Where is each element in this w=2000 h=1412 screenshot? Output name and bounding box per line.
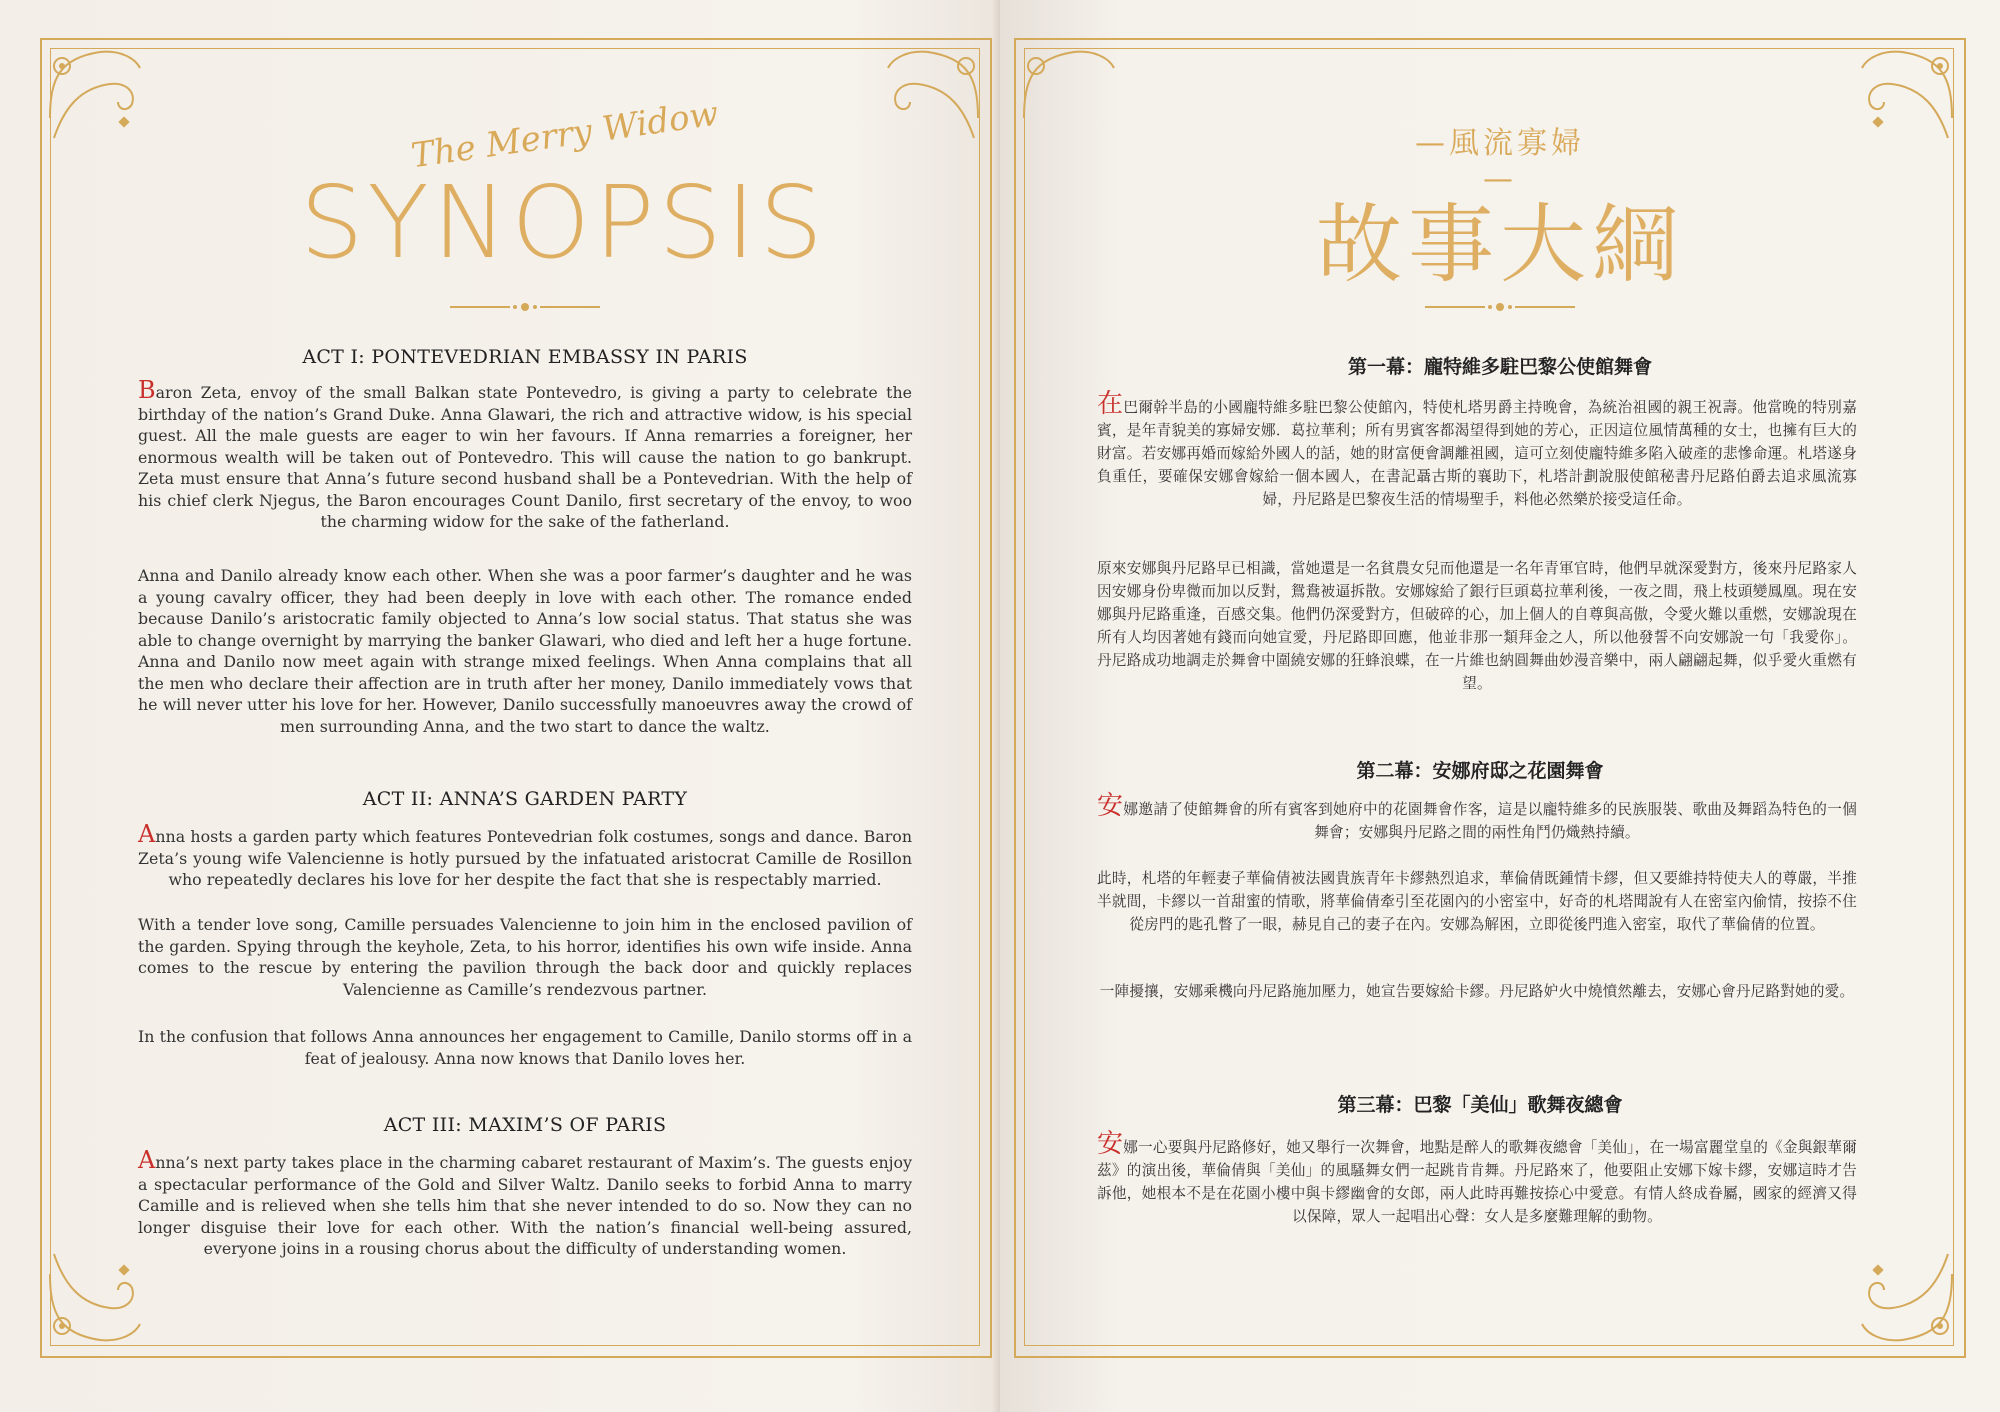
flourish-top-left-icon	[40, 38, 150, 148]
paragraph-text: nna’s next party takes place in the charming cabaret restaurant of Maxim’s. The guests enjoy a spectacular performance of the Gold and Silver Waltz. Danilo seeks to forbid Anna to marry Camille and is relieved when she tells him that she never intended to do so. Now they can no longer disguise their love for each other. With the nation’s financial well-being assured, everyone joins in a rousing chorus about the difficulty of understanding women.	[138, 1153, 912, 1258]
act-1-paragraph	[138, 565, 912, 737]
chinese-page-title: 故事大綱	[1316, 195, 1684, 295]
script-title: The Merry Widow	[408, 93, 721, 177]
act-1-heading: ACT I: PONTEVEDRIAN EMBASSY IN PARIS	[302, 346, 748, 368]
drop-cap: B	[138, 376, 156, 404]
paragraph-text: 娜一心要與丹尼路修好，她又舉行一次舞會，地點是醉人的歌舞夜總會「美仙」，在一場富麗堂皇的《金與銀華爾茲》的演出後，華倫倩與「美仙」的風騷舞女們一起跳肯肯舞。丹尼路來了，他要阻止安娜下嫁卡繆，安娜這時才告訴他，她根本不是在花園小樓中與卡繆幽會的女郎，兩人此時再難按捺心中愛意。有情人終成眷屬，國家的經濟又得以保障，眾人一起唱出心聲：女人是多麼難理解的動物。	[1097, 1139, 1857, 1225]
act-1-paragraph-zh	[1097, 389, 1857, 511]
act-2-heading-zh: 第二幕：安娜府邸之花園舞會	[1356, 760, 1604, 782]
act-2-paragraph	[138, 820, 912, 891]
paragraph-text: In the confusion that follows Anna announces her engagement to Camille, Danilo storms off in a feat of jealousy. Anna now knows that Danilo loves her.	[138, 1027, 912, 1068]
drop-cap: 在	[1097, 389, 1124, 419]
flourish-bottom-right-icon	[1852, 1244, 1962, 1354]
drop-cap: A	[138, 820, 156, 848]
drop-cap: 安	[1097, 1129, 1124, 1159]
paragraph-text: With a tender love song, Camille persuades Valencienne to join him in the enclosed pavilion of the garden. Spying through the keyhole, Zeta, to his horror, identifies his own wife inside. Anna comes to the rescue by entering the pavilion through the back door and quickly replaces Valencienne as Camille’s rendezvous partner.	[138, 915, 912, 999]
paragraph-text: nna hosts a garden party which features Pontevedrian folk costumes, songs and dance. Baron Zeta’s young wife Valencienne is hotly pursued by the infatuated aristocrat Camille de Rosillon who repeatedly declares his love for her despite the fact that she is respectably married.	[138, 827, 912, 889]
paragraph-text: 娜邀請了使館舞會的所有賓客到她府中的花園舞會作客，這是以龐特維多的民族服裝、歌曲及舞蹈為特色的一個舞會；安娜與丹尼路之間的兩性角鬥仍熾熱持續。	[1123, 801, 1857, 841]
title-divider-icon	[1425, 300, 1575, 314]
act-1-paragraph-zh	[1097, 557, 1857, 695]
act-3-heading: ACT III: MAXIM’S OF PARIS	[383, 1114, 667, 1136]
drop-cap: A	[138, 1146, 156, 1174]
paragraph-text: 此時，札塔的年輕妻子華倫倩被法國貴族青年卡繆熱烈追求，華倫倩既鍾情卡繆，但又要維持特使夫人的尊嚴，半推半就間，卡繆以一首甜蜜的情歌，將華倫倩牽引至花園內的小密室中，好奇的札塔聞說有人在密室內偷情，按捺不住從房門的匙孔瞥了一眼，赫見自己的妻子在內。安娜為解困，立即從後門進入密室，取代了華倫倩的位置。	[1097, 870, 1857, 933]
act-1-heading-zh: 第一幕：龐特維多駐巴黎公使館舞會	[1347, 356, 1652, 378]
act-2-paragraph-zh	[1097, 791, 1857, 844]
act-3-paragraph-zh	[1097, 1129, 1857, 1228]
chinese-subtitle: —風流寡婦—	[1415, 126, 1585, 197]
act-2-paragraph	[138, 1026, 912, 1069]
drop-cap: 安	[1097, 791, 1124, 821]
flourish-top-right-icon	[1852, 38, 1962, 148]
title-divider-icon	[450, 300, 600, 314]
act-3-paragraph	[138, 1146, 912, 1260]
act-3-heading-zh: 第三幕：巴黎「美仙」歌舞夜總會	[1337, 1094, 1623, 1116]
act-2-paragraph-zh	[1097, 980, 1857, 1003]
paragraph-text: 一陣擾攘，安娜乘機向丹尼路施加壓力，她宣告要嫁給卡繆。丹尼路妒火中燒憤然離去，安娜心會丹尼路對她的愛。	[1099, 983, 1855, 1000]
act-2-paragraph	[138, 914, 912, 1000]
paragraph-text: 巴爾幹半島的小國龐特維多駐巴黎公使館內，特使札塔男爵主持晚會，為統治祖國的親王祝壽。他當晚的特別嘉賓，是年青貌美的寡婦安娜．葛拉華利；所有男賓客都渴望得到她的芳心，正因這位風情萬種的女士，也擁有巨大的財富。若安娜再婚而嫁給外國人的話，她的財富便會調離祖國，這可立刻使龐特維多陷入破產的悲慘命運。札塔遂身負重任，要確保安娜會嫁給一個本國人，在書記聶古斯的襄助下，札塔計劃說服使館秘書丹尼路伯爵去追求風流寡婦，丹尼路是巴黎夜生活的情場聖手，料他必然樂於接受這任命。	[1097, 399, 1857, 508]
act-2-heading: ACT II: ANNA’S GARDEN PARTY	[362, 788, 688, 810]
act-1-paragraph	[138, 376, 912, 533]
flourish-bottom-left-icon	[40, 1244, 150, 1354]
page-title: SYNOPSIS	[300, 164, 827, 281]
flourish-top-right-icon	[878, 38, 988, 148]
paragraph-text: Anna and Danilo already know each other. When she was a poor farmer’s daughter and he was a young cavalry officer, they had been deeply in love with each other. The romance ended because Danilo’s aristocratic family objected to Anna’s low social status. That status she was able to change overnight by marrying the banker Glawari, who died and left her a huge fortune. Anna and Danilo now meet again with strange mixed feelings. When Anna complains that all the men who declare their affection are in truth after her money, Danilo immediately vows that he will never utter his love for her. However, Danilo successfully manoeuvres away the crowd of men surrounding Anna, and the two start to dance the waltz.	[138, 566, 912, 736]
act-2-paragraph-zh	[1097, 867, 1857, 936]
flourish-top-left-icon	[1014, 38, 1124, 148]
paragraph-text: aron Zeta, envoy of the small Balkan state Pontevedro, is giving a party to celebrate the birthday of the nation’s Grand Duke. Anna Glawari, the rich and attractive widow, is his special guest. All the male guests are eager to win her favours. If Anna remarries a foreigner, her enormous wealth will be taken out of Pontevedro. This will cause the nation to go bankrupt. Zeta must ensure that Anna’s future second husband shall be a Pontevedrian. With the help of his chief clerk Njegus, the Baron encourages Count Danilo, first secretary of the envoy, to woo the charming widow for the sake of the fatherland.	[138, 383, 912, 531]
paragraph-text: 原來安娜與丹尼路早已相識，當她還是一名貧農女兒而他還是一名年青軍官時，他們早就深愛對方，後來丹尼路家人因安娜身份卑微而加以反對，鴛鴦被逼拆散。安娜嫁給了銀行巨頭葛拉華利後，一夜之間，飛上枝頭變鳳凰。現在安娜與丹尼路重逢，百感交集。他們仍深愛對方，但破碎的心，加上個人的自尊與高傲，令愛火難以重燃，安娜說現在所有人均因著她有錢而向她宣愛，丹尼路即回應，他並非那一類拜金之人，所以他發誓不向安娜說一句「我愛你」。丹尼路成功地調走於舞會中圍繞安娜的狂蜂浪蝶，在一片維也納圓舞曲妙漫音樂中，兩人翩翩起舞，似乎愛火重燃有望。	[1097, 560, 1857, 692]
